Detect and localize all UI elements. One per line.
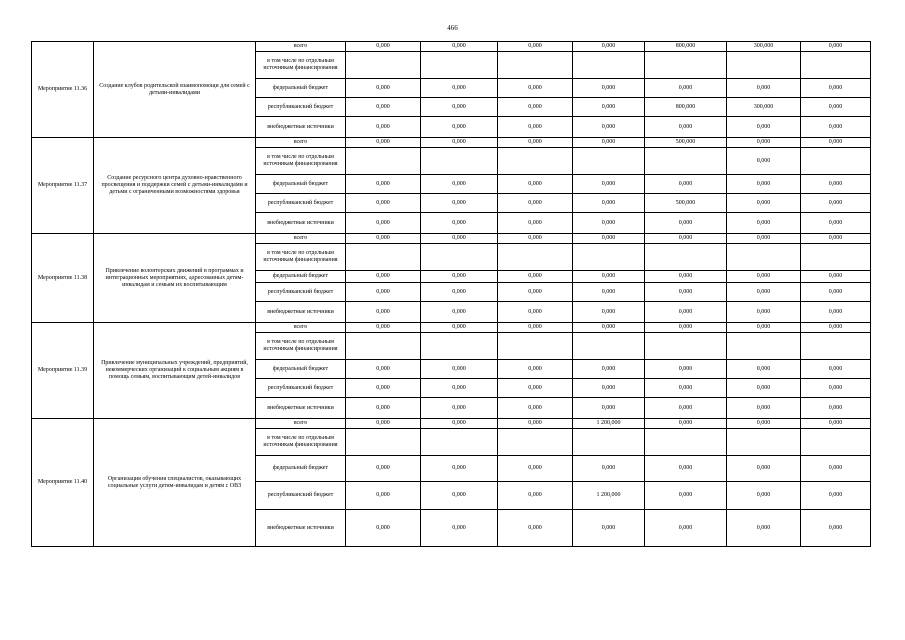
value-cell: 0,000 — [727, 271, 801, 283]
value-cell: 0,000 — [727, 302, 801, 323]
value-cell — [498, 244, 573, 271]
value-cell: 0,000 — [498, 271, 573, 283]
value-cell — [727, 333, 801, 360]
value-cell — [421, 244, 498, 271]
value-cell: 0,000 — [573, 194, 645, 213]
value-cell: 0,000 — [801, 194, 871, 213]
value-cell: 0,000 — [346, 138, 421, 148]
table-row — [32, 138, 871, 148]
source-cell: в том числе по отдельным источникам финансирования — [256, 244, 346, 271]
measure-cell: Мероприятие 11.40 — [32, 419, 94, 547]
value-cell: 0,000 — [346, 98, 421, 117]
value-cell: 0,000 — [645, 271, 727, 283]
value-cell: 0,000 — [346, 510, 421, 547]
value-cell: 0,000 — [801, 360, 871, 379]
source-cell: республиканский бюджет — [256, 283, 346, 302]
value-cell: 0,000 — [573, 283, 645, 302]
value-cell: 0,000 — [421, 42, 498, 52]
description-cell: Организация обучения специалистов, оказывающих социальные услуги детям-инвалидам и детям с ОВЗ — [94, 419, 256, 547]
value-cell: 0,000 — [645, 175, 727, 194]
value-cell: 800,000 — [645, 42, 727, 52]
value-cell: 0,000 — [498, 379, 573, 398]
source-cell: всего — [256, 234, 346, 244]
measure-cell: Мероприятие 11.39 — [32, 323, 94, 419]
value-cell — [801, 244, 871, 271]
value-cell: 0,000 — [346, 283, 421, 302]
value-cell: 0,000 — [346, 271, 421, 283]
value-cell: 0,000 — [346, 194, 421, 213]
value-cell: 0,000 — [498, 42, 573, 52]
value-cell: 0,000 — [346, 213, 421, 234]
value-cell: 0,000 — [346, 482, 421, 510]
source-cell: внебюджетные источники — [256, 213, 346, 234]
value-cell — [727, 429, 801, 456]
value-cell: 0,000 — [727, 398, 801, 419]
value-cell: 0,000 — [421, 510, 498, 547]
table-row — [32, 42, 871, 52]
value-cell: 0,000 — [498, 117, 573, 138]
value-cell — [498, 333, 573, 360]
value-cell: 0,000 — [573, 398, 645, 419]
value-cell: 500,000 — [645, 138, 727, 148]
value-cell — [573, 333, 645, 360]
value-cell: 0,000 — [645, 117, 727, 138]
value-cell: 0,000 — [801, 271, 871, 283]
source-cell: федеральный бюджет — [256, 456, 346, 482]
value-cell: 0,000 — [801, 323, 871, 333]
value-cell: 0,000 — [498, 213, 573, 234]
value-cell — [421, 148, 498, 175]
value-cell: 0,000 — [573, 138, 645, 148]
value-cell: 300,000 — [727, 98, 801, 117]
value-cell: 0,000 — [498, 79, 573, 98]
value-cell: 0,000 — [573, 510, 645, 547]
value-cell: 0,000 — [421, 138, 498, 148]
source-cell: федеральный бюджет — [256, 271, 346, 283]
value-cell: 0,000 — [346, 419, 421, 429]
value-cell: 0,000 — [421, 419, 498, 429]
measure-cell: Мероприятие 11.38 — [32, 234, 94, 323]
value-cell: 0,000 — [573, 456, 645, 482]
value-cell: 1 200,000 — [573, 419, 645, 429]
value-cell — [573, 148, 645, 175]
value-cell: 0,000 — [573, 175, 645, 194]
value-cell: 0,000 — [421, 79, 498, 98]
value-cell: 0,000 — [346, 175, 421, 194]
value-cell — [645, 244, 727, 271]
value-cell: 0,000 — [727, 482, 801, 510]
value-cell: 0,000 — [645, 360, 727, 379]
description-cell: Создание клубов родительской взаимопомощи для семей с детьми-инвалидами — [94, 42, 256, 138]
value-cell: 1 200,000 — [573, 482, 645, 510]
value-cell: 0,000 — [801, 283, 871, 302]
source-cell: в том числе по отдельным источникам финансирования — [256, 52, 346, 79]
value-cell — [645, 333, 727, 360]
value-cell: 0,000 — [801, 138, 871, 148]
value-cell: 0,000 — [498, 510, 573, 547]
value-cell — [346, 244, 421, 271]
value-cell: 0,000 — [801, 419, 871, 429]
table-row — [32, 323, 871, 333]
value-cell — [346, 148, 421, 175]
source-cell: всего — [256, 323, 346, 333]
value-cell: 0,000 — [801, 98, 871, 117]
value-cell — [346, 429, 421, 456]
value-cell: 0,000 — [727, 283, 801, 302]
value-cell — [346, 52, 421, 79]
value-cell: 0,000 — [801, 456, 871, 482]
value-cell — [645, 148, 727, 175]
value-cell: 0,000 — [421, 175, 498, 194]
value-cell: 0,000 — [645, 510, 727, 547]
value-cell: 0,000 — [498, 234, 573, 244]
value-cell: 0,000 — [346, 302, 421, 323]
value-cell: 0,000 — [346, 234, 421, 244]
value-cell: 0,000 — [498, 194, 573, 213]
value-cell: 0,000 — [645, 323, 727, 333]
value-cell: 0,000 — [645, 213, 727, 234]
value-cell: 0,000 — [727, 213, 801, 234]
value-cell — [801, 429, 871, 456]
value-cell: 0,000 — [498, 175, 573, 194]
value-cell: 0,000 — [573, 42, 645, 52]
source-cell: в том числе по отдельным источникам финансирования — [256, 333, 346, 360]
value-cell: 0,000 — [346, 117, 421, 138]
source-cell: внебюджетные источники — [256, 398, 346, 419]
value-cell: 0,000 — [727, 138, 801, 148]
value-cell: 0,000 — [645, 398, 727, 419]
table-row — [32, 419, 871, 429]
value-cell — [421, 52, 498, 79]
value-cell — [801, 52, 871, 79]
value-cell: 0,000 — [498, 323, 573, 333]
value-cell: 0,000 — [727, 117, 801, 138]
value-cell: 0,000 — [645, 419, 727, 429]
value-cell: 0,000 — [573, 234, 645, 244]
value-cell: 0,000 — [645, 379, 727, 398]
value-cell: 0,000 — [498, 398, 573, 419]
value-cell: 0,000 — [573, 302, 645, 323]
description-cell: Создание ресурсного центра духовно-нравственного просвещения и поддержки семей с детьми-инвалидами и детьми с ограниченными возможностями здоровья — [94, 138, 256, 234]
value-cell: 0,000 — [573, 79, 645, 98]
budget-table — [31, 41, 871, 547]
value-cell: 300,000 — [727, 42, 801, 52]
value-cell: 0,000 — [645, 482, 727, 510]
source-cell: внебюджетные источники — [256, 117, 346, 138]
value-cell: 0,000 — [727, 148, 801, 175]
source-cell: республиканский бюджет — [256, 379, 346, 398]
value-cell: 500,000 — [645, 194, 727, 213]
value-cell: 0,000 — [573, 323, 645, 333]
value-cell: 0,000 — [801, 379, 871, 398]
value-cell: 0,000 — [801, 117, 871, 138]
value-cell: 0,000 — [346, 79, 421, 98]
source-cell: всего — [256, 138, 346, 148]
value-cell: 0,000 — [645, 283, 727, 302]
value-cell — [498, 429, 573, 456]
value-cell: 0,000 — [727, 456, 801, 482]
value-cell: 0,000 — [498, 138, 573, 148]
value-cell: 0,000 — [645, 456, 727, 482]
source-cell: в том числе по отдельным источникам финансирования — [256, 429, 346, 456]
value-cell — [645, 429, 727, 456]
value-cell: 0,000 — [727, 194, 801, 213]
value-cell: 0,000 — [645, 234, 727, 244]
value-cell — [346, 333, 421, 360]
value-cell: 0,000 — [727, 323, 801, 333]
value-cell: 0,000 — [421, 323, 498, 333]
value-cell — [498, 52, 573, 79]
value-cell: 0,000 — [645, 79, 727, 98]
value-cell: 0,000 — [421, 194, 498, 213]
value-cell: 0,000 — [801, 482, 871, 510]
value-cell: 0,000 — [421, 98, 498, 117]
value-cell: 0,000 — [346, 398, 421, 419]
source-cell: внебюджетные источники — [256, 302, 346, 323]
value-cell: 0,000 — [801, 234, 871, 244]
value-cell: 0,000 — [573, 271, 645, 283]
value-cell: 0,000 — [801, 213, 871, 234]
value-cell: 0,000 — [421, 482, 498, 510]
value-cell: 0,000 — [421, 456, 498, 482]
description-cell: Привлечение волонтерских движений в программах и интеграционных мероприятиях, адресованных детям-инвалидам и семьям их воспитывающим — [94, 234, 256, 323]
value-cell: 0,000 — [498, 98, 573, 117]
value-cell: 0,000 — [573, 379, 645, 398]
source-cell: республиканский бюджет — [256, 482, 346, 510]
value-cell: 0,000 — [346, 42, 421, 52]
description-cell: Привлечение муниципальных учреждений, предприятий, некоммерческих организаций к социальным акциям в помощь семьям, воспитывающим детей-инвалидов — [94, 323, 256, 419]
value-cell: 0,000 — [346, 360, 421, 379]
value-cell: 0,000 — [346, 379, 421, 398]
value-cell: 0,000 — [801, 398, 871, 419]
value-cell: 0,000 — [421, 271, 498, 283]
value-cell: 0,000 — [727, 175, 801, 194]
value-cell — [645, 52, 727, 79]
value-cell: 0,000 — [421, 302, 498, 323]
page-number: 466 — [447, 24, 458, 32]
source-cell: внебюджетные источники — [256, 510, 346, 547]
value-cell: 0,000 — [498, 302, 573, 323]
value-cell: 0,000 — [498, 482, 573, 510]
value-cell — [421, 429, 498, 456]
value-cell — [421, 333, 498, 360]
value-cell — [573, 52, 645, 79]
value-cell: 0,000 — [421, 117, 498, 138]
value-cell: 0,000 — [421, 213, 498, 234]
table-row — [32, 234, 871, 244]
value-cell: 0,000 — [421, 283, 498, 302]
value-cell — [727, 244, 801, 271]
source-cell: федеральный бюджет — [256, 79, 346, 98]
value-cell — [801, 148, 871, 175]
value-cell: 800,000 — [645, 98, 727, 117]
value-cell: 0,000 — [801, 42, 871, 52]
value-cell: 0,000 — [498, 456, 573, 482]
value-cell — [801, 333, 871, 360]
value-cell: 0,000 — [573, 98, 645, 117]
value-cell: 0,000 — [727, 360, 801, 379]
value-cell: 0,000 — [573, 117, 645, 138]
value-cell: 0,000 — [801, 175, 871, 194]
value-cell: 0,000 — [498, 360, 573, 379]
value-cell: 0,000 — [573, 360, 645, 379]
source-cell: всего — [256, 42, 346, 52]
source-cell: федеральный бюджет — [256, 360, 346, 379]
value-cell: 0,000 — [727, 234, 801, 244]
value-cell — [573, 429, 645, 456]
value-cell: 0,000 — [727, 379, 801, 398]
value-cell — [573, 244, 645, 271]
source-cell: всего — [256, 419, 346, 429]
value-cell: 0,000 — [498, 283, 573, 302]
source-cell: в том числе по отдельным источникам финансирования — [256, 148, 346, 175]
measure-cell: Мероприятие 11.37 — [32, 138, 94, 234]
value-cell: 0,000 — [421, 234, 498, 244]
source-cell: республиканский бюджет — [256, 98, 346, 117]
value-cell: 0,000 — [421, 360, 498, 379]
value-cell — [727, 52, 801, 79]
source-cell: республиканский бюджет — [256, 194, 346, 213]
value-cell: 0,000 — [727, 510, 801, 547]
measure-cell: Мероприятие 11.36 — [32, 42, 94, 138]
value-cell: 0,000 — [346, 456, 421, 482]
source-cell: федеральный бюджет — [256, 175, 346, 194]
value-cell: 0,000 — [346, 323, 421, 333]
value-cell: 0,000 — [498, 419, 573, 429]
value-cell: 0,000 — [727, 419, 801, 429]
value-cell: 0,000 — [801, 302, 871, 323]
value-cell: 0,000 — [421, 398, 498, 419]
value-cell: 0,000 — [421, 379, 498, 398]
value-cell: 0,000 — [645, 302, 727, 323]
value-cell — [498, 148, 573, 175]
value-cell: 0,000 — [801, 79, 871, 98]
value-cell: 0,000 — [727, 79, 801, 98]
value-cell: 0,000 — [573, 213, 645, 234]
value-cell: 0,000 — [801, 510, 871, 547]
